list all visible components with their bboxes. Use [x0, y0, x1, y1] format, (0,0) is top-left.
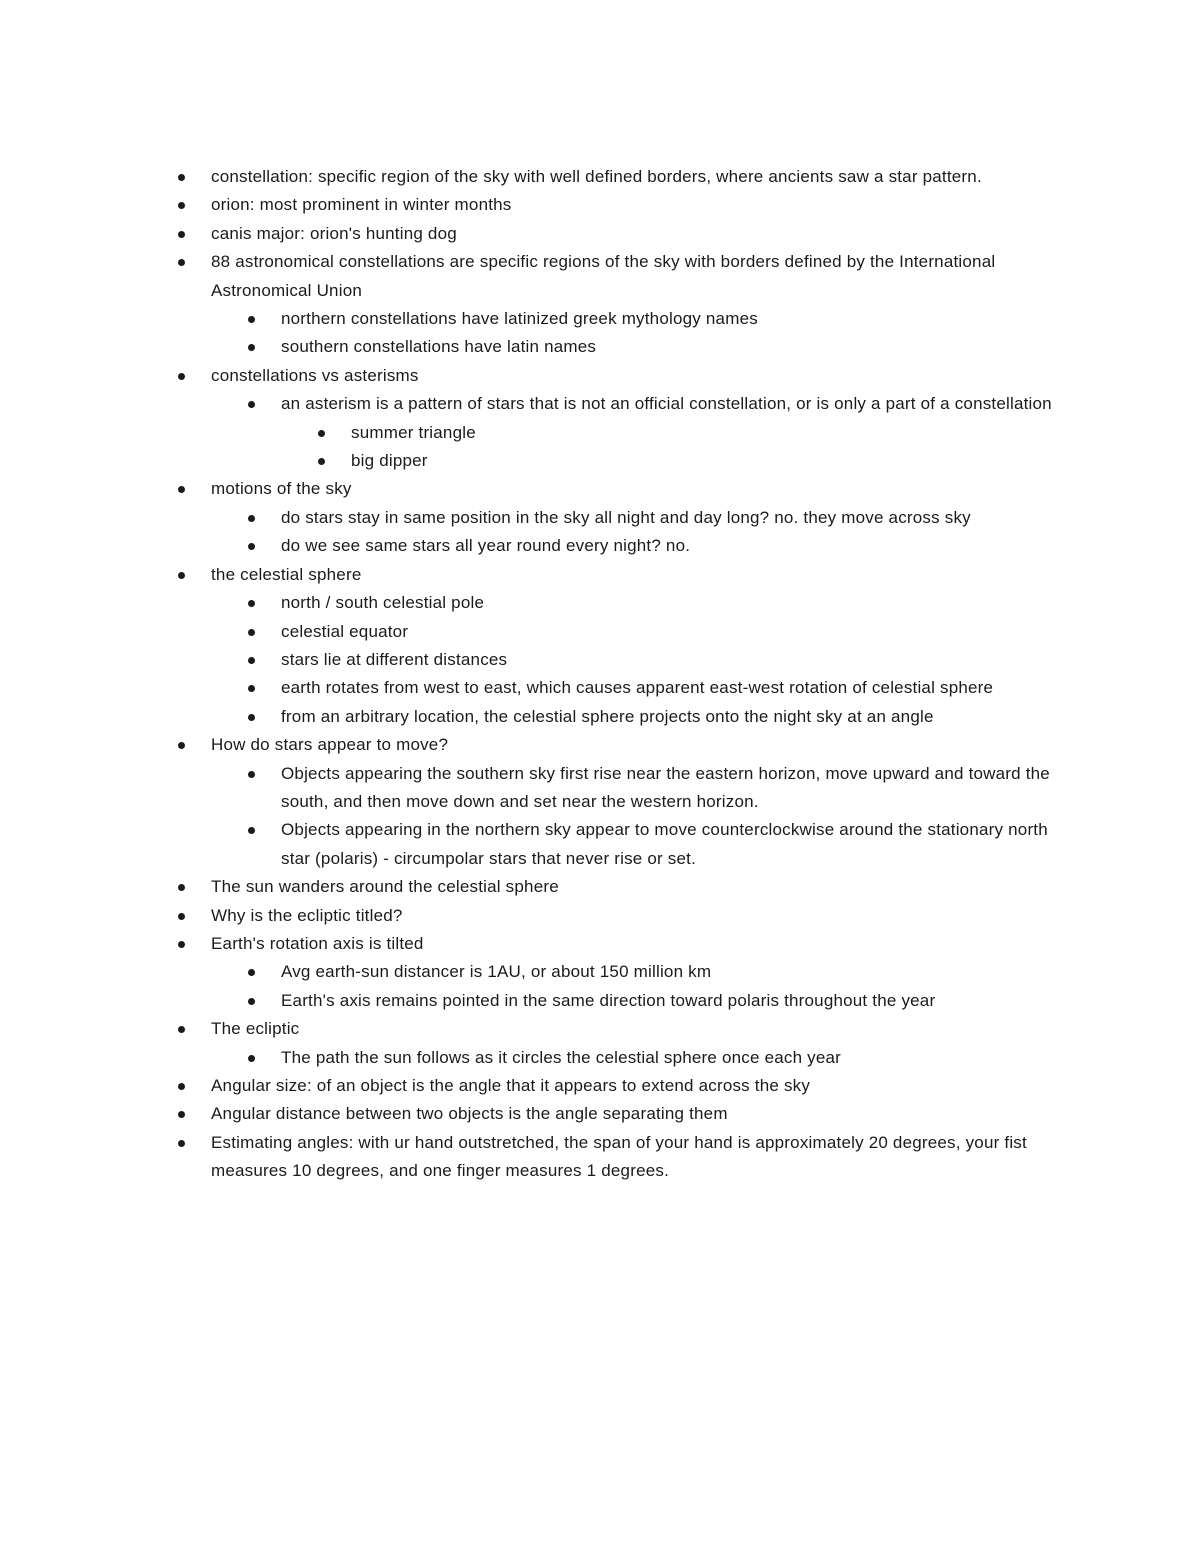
list-item — [246, 618, 1052, 646]
list-item — [246, 816, 1052, 873]
list-item — [176, 1129, 1052, 1186]
bullet-icon — [176, 873, 211, 901]
list-item — [246, 390, 1052, 418]
list-item — [176, 1015, 1052, 1043]
bullet-icon — [246, 618, 281, 646]
list-item-text: from an arbitrary location, the celestial sphere projects onto the night sky at an angle — [281, 706, 934, 726]
list-item-text: northern constellations have latinized greek mythology names — [281, 309, 758, 329]
bullet-icon — [246, 703, 281, 731]
bullet-icon — [246, 958, 281, 986]
list-item-text: The sun wanders around the celestial sphere — [211, 877, 559, 897]
list-item-text: Estimating angles: with ur hand outstretched, the span of your hand is approximately 20 degrees, your fist measures 10 degrees, and one finger measures 1 degrees. — [211, 1132, 1027, 1181]
bullet-icon — [246, 674, 281, 702]
list-item — [176, 163, 1052, 191]
bullet-icon — [246, 646, 281, 674]
list-item — [246, 958, 1052, 986]
list-item — [176, 1072, 1052, 1100]
list-item-text: 88 astronomical constellations are specific regions of the sky with borders defined by the International Astronomical Union — [211, 252, 996, 300]
bullet-icon — [176, 731, 211, 759]
bullet-icon — [246, 589, 281, 617]
list-item-text: southern constellations have latin names — [281, 337, 597, 357]
list-item — [316, 447, 1052, 475]
bullet-icon — [176, 248, 211, 276]
bullet-icon — [246, 1044, 281, 1072]
list-item-text: summer triangle — [351, 422, 476, 442]
bullet-icon — [246, 333, 281, 361]
list-item-text: orion: most prominent in winter months — [211, 195, 512, 215]
list-item — [246, 589, 1052, 617]
bullet-icon — [176, 362, 211, 390]
list-item-text: Avg earth-sun distancer is 1AU, or about 150 million km — [281, 962, 712, 982]
list-item — [246, 333, 1052, 361]
list-item — [176, 930, 1052, 958]
list-item-text: How do stars appear to move? — [211, 735, 449, 755]
list-item-text: constellation: specific region of the sky with well defined borders, where ancients saw a star pattern. — [211, 167, 982, 186]
list-item — [246, 674, 1052, 702]
list-item — [176, 561, 1052, 589]
list-item — [176, 248, 1052, 305]
bullet-icon — [176, 220, 211, 248]
list-item — [246, 760, 1052, 817]
bullet-icon — [246, 760, 281, 788]
list-item-text: Earth's rotation axis is tilted — [211, 933, 424, 953]
bullet-icon — [246, 390, 281, 418]
list-item-text: north / south celestial pole — [281, 593, 485, 613]
list-item — [246, 703, 1052, 731]
list-item — [176, 220, 1052, 248]
bullet-icon — [176, 1072, 211, 1100]
list-item — [176, 902, 1052, 930]
list-item-text: Earth's axis remains pointed in the same direction toward polaris throughout the year — [281, 990, 936, 1010]
list-item — [176, 475, 1052, 503]
bullet-icon — [246, 504, 281, 532]
list-item-text: Angular size: of an object is the angle that it appears to extend across the sky — [211, 1076, 811, 1095]
bullet-icon — [246, 987, 281, 1015]
bullet-icon — [246, 305, 281, 333]
bullet-icon — [176, 191, 211, 219]
list-item-text: earth rotates from west to east, which causes apparent east-west rotation of celestial sphere — [281, 678, 994, 698]
list-item-text: Angular distance between two objects is the angle separating them — [211, 1104, 728, 1124]
bullet-icon — [176, 902, 211, 930]
list-item — [176, 191, 1052, 219]
list-item-text: The ecliptic — [211, 1019, 300, 1039]
bullet-icon — [176, 561, 211, 589]
bullet-icon — [176, 930, 211, 958]
list-item-text: The path the sun follows as it circles the celestial sphere once each year — [281, 1047, 842, 1067]
bullet-icon — [176, 1129, 211, 1157]
list-item — [176, 873, 1052, 901]
list-item-text: canis major: orion's hunting dog — [211, 223, 457, 243]
list-item — [246, 305, 1052, 333]
list-item-text: Objects appearing the southern sky first rise near the eastern horizon, move upward and toward the south, and then move down and set near the western horizon. — [281, 763, 1050, 811]
bullet-icon — [176, 475, 211, 503]
list-item — [176, 731, 1052, 759]
list-item-text: stars lie at different distances — [281, 649, 508, 669]
list-item — [246, 1044, 1052, 1072]
list-item — [316, 419, 1052, 447]
bullet-icon — [246, 816, 281, 844]
bullet-icon — [176, 1015, 211, 1043]
list-item-text: the celestial sphere — [211, 564, 362, 584]
bullet-icon — [316, 419, 351, 447]
list-item-text: constellations vs asterisms — [211, 365, 419, 385]
list-item-text: celestial equator — [281, 621, 409, 641]
list-item-text: do stars stay in same position in the sky all night and day long? no. they move across sky — [281, 507, 971, 527]
list-item-text: an asterism is a pattern of stars that is not an official constellation, or is only a part of a constellation — [281, 394, 1052, 414]
list-item-text: Objects appearing in the northern sky appear to move counterclockwise around the stationary north star (polaris) - circumpolar stars that never rise or set. — [281, 820, 1048, 868]
list-item-text: do we see same stars all year round every night? no. — [281, 536, 691, 556]
list-item — [176, 1100, 1052, 1128]
list-item — [246, 646, 1052, 674]
list-item — [176, 362, 1052, 390]
bullet-icon — [176, 1100, 211, 1128]
list-item — [246, 504, 1052, 532]
list-item-text: big dipper — [351, 451, 428, 471]
list-item-text: motions of the sky — [211, 479, 352, 499]
list-item — [246, 987, 1052, 1015]
bullet-icon — [246, 532, 281, 560]
bullet-icon — [316, 447, 351, 475]
bullet-icon — [176, 163, 211, 191]
list-item — [246, 532, 1052, 560]
list-item-text: Why is the ecliptic titled? — [211, 905, 403, 925]
